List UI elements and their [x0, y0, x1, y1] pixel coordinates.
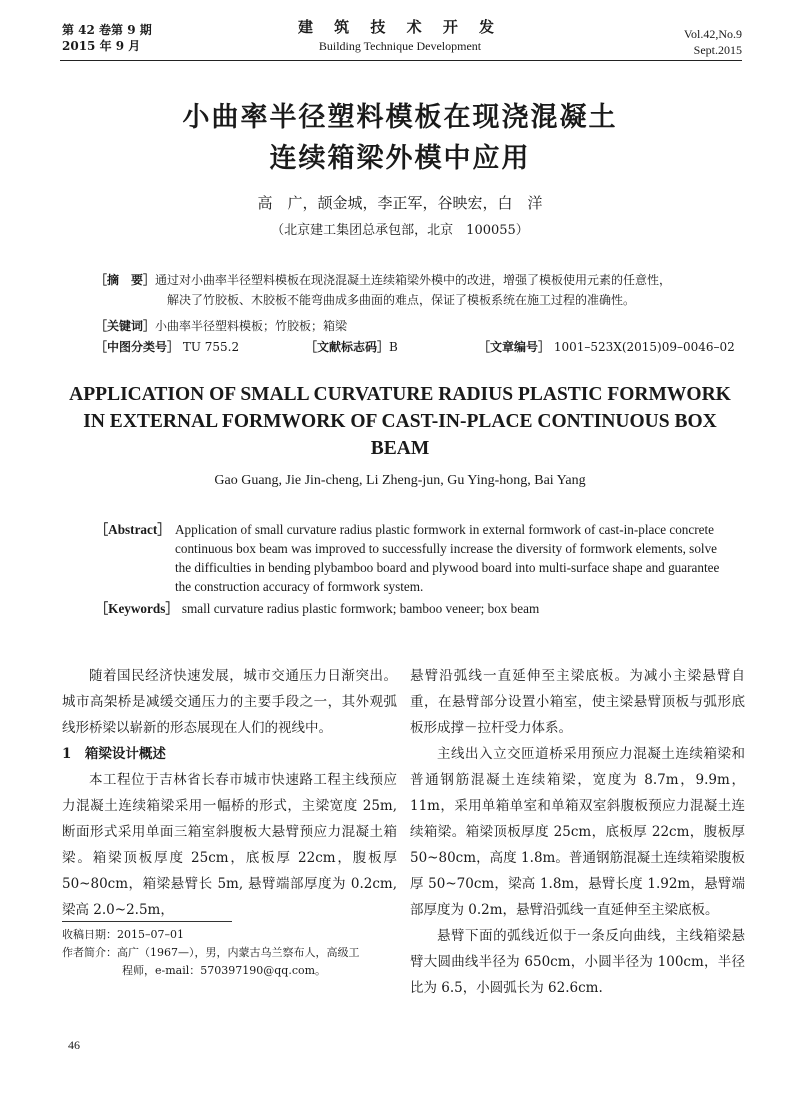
abstract-en-line4: the construction accuracy of formwork system.	[175, 579, 424, 594]
abstract-en-line2: continuous box beam was improved to successfully increase the diversity of formwork elements, solve	[175, 541, 718, 556]
clc-label: ［中图分类号］	[95, 340, 180, 354]
arc-curve-paragraph: 悬臂下面的弧线近似于一条反向曲线，主线箱梁悬臂大圆曲线半径为 650cm，小圆半径为 100cm，半径比为 6.5，小圆弧长为 62.6cm.	[410, 928, 745, 996]
footnote-divider	[62, 921, 232, 922]
date-cn: 2015 年 9 月	[62, 39, 141, 53]
title-cn-line1: 小曲率半径塑料模板在现浇混凝土	[182, 102, 618, 133]
section-heading-1: 1 箱梁设计概述	[62, 746, 166, 762]
keywords-cn-text: 小曲率半径塑料模板；竹胶板；箱梁	[155, 319, 348, 333]
abstract-en-line1: Application of small curvature radius plastic formwork in external formwork of cast-in-place concrete	[175, 522, 715, 537]
clc-code: TU 755.2	[182, 340, 240, 354]
affiliation-cn: （北京建工集团总承包部，北京 100055）	[271, 223, 529, 238]
abstract-cn-line2: 解决了竹胶板、木胶板不能弯曲成多曲面的难点，保证了模板系统在施工过程的准确性。	[167, 293, 636, 307]
keywords-en-text: small curvature radius plastic formwork; bamboo veneer; box beam	[181, 601, 540, 616]
abstract-cn	[95, 270, 750, 310]
title-cn-line2: 连续箱梁外模中应用	[269, 143, 531, 174]
author-bio-line2: 程师，e-mail：570397190@qq.com。	[122, 964, 327, 977]
author-bio-line1: 作者简介：高广（1967—），男，内蒙古乌兰察布人，高级工	[62, 946, 360, 959]
article-number: 1001–523X(2015)09–0046–02	[553, 340, 735, 354]
journal-name-en: Building Technique Development	[318, 39, 482, 53]
received-date: 收稿日期：2015–07–01	[62, 928, 184, 941]
footnote	[62, 926, 397, 980]
journal-volume-en	[684, 26, 742, 58]
intro-paragraph: 随着国民经济快速发展，城市交通压力日渐突出。城市高架桥是减缓交通压力的主要手段之一，其外观弧线形桥梁以崭新的形态展现在人们的视线中。	[62, 668, 397, 736]
right-column	[410, 663, 745, 1001]
title-en-line1: APPLICATION OF SMALL CURVATURE RADIUS PLASTIC FORMWORK	[69, 384, 731, 405]
abstract-en	[95, 520, 755, 596]
journal-name-cn: 建 筑 技 术 开 发	[297, 18, 503, 36]
article-number-row	[478, 337, 748, 357]
abstract-cn-label: ［摘 要］	[95, 273, 156, 287]
page-number: 46	[68, 1038, 80, 1052]
title-en-line2: IN EXTERNAL FORMWORK OF CAST-IN-PLACE CONTINUOUS BOX	[83, 411, 717, 432]
keywords-en-label: ［Keywords］	[95, 601, 179, 616]
abstract-cn-line1: 通过对小曲率半径塑料模板在现浇混凝土连续箱梁外模中的改进，增强了模板使用元素的任意性，	[155, 273, 672, 287]
title-en-line3: BEAM	[370, 438, 430, 459]
doc-code-label: ［文献标志码］	[305, 340, 390, 354]
design-overview-paragraph: 本工程位于吉林省长春市城市快速路工程主线预应力混凝土连续箱梁采用一幅桥的形式，主梁宽度 25m, 断面形式采用单面三箱室斜腹板大悬臂预应力混凝土箱梁。箱梁顶板厚度 25cm，底板厚 22cm，腹板厚 50~80cm，箱梁悬臂长 5m, 悬臂端部厚度为 0.2cm, 梁高 2.0~2.5m，	[62, 772, 397, 918]
volume-issue-en: Vol.42,No.9	[683, 27, 742, 41]
article-number-label: ［文章编号］	[478, 340, 551, 354]
cantilever-paragraph: 悬臂沿弧线一直延伸至主梁底板。为减小主梁悬臂自重，在悬臂部分设置小箱室，使主梁悬臂顶板与弧形底板形成撑－拉杆受力体系。	[410, 668, 745, 736]
volume-issue-cn: 第 42 卷第 9 期	[62, 23, 152, 37]
header-divider	[60, 60, 742, 61]
authors-cn: 高 广，颉金城，李正军，谷映宏，白 洋	[257, 194, 543, 212]
keywords-cn	[95, 316, 750, 336]
keywords-cn-label: ［关键词］	[95, 319, 156, 333]
left-column	[62, 663, 397, 923]
abstract-en-label: ［Abstract］	[95, 522, 171, 537]
doc-code-row	[305, 337, 505, 357]
doc-code: B	[389, 340, 398, 354]
keywords-en	[95, 599, 755, 618]
ramp-bridge-paragraph: 主线出入立交匝道桥采用预应力混凝土连续箱梁和普通钢筋混凝土连续箱梁，宽度为 8.7m，9.9m，11m，采用单箱单室和单箱双室斜腹板预应力混凝土连续箱梁。箱梁顶板厚度 25cm，底板厚 22cm，腹板厚 50~80cm，高度 1.8m。普通钢筋混凝土连续箱梁腹板厚 50~70cm，梁高 1.8m，悬臂长度 1.92m，悬臂端部厚度为 0.2m，悬臂沿弧线一直延伸至主梁底板。	[410, 746, 745, 918]
authors-en: Gao Guang, Jie Jin-cheng, Li Zheng-jun, Gu Ying-hong, Bai Yang	[214, 473, 586, 488]
journal-name	[0, 16, 800, 54]
abstract-en-line3: the difficulties in bending plybamboo board and plywood board into multi-surface shape and guarantee	[175, 560, 720, 575]
date-en: Sept.2015	[693, 43, 742, 57]
